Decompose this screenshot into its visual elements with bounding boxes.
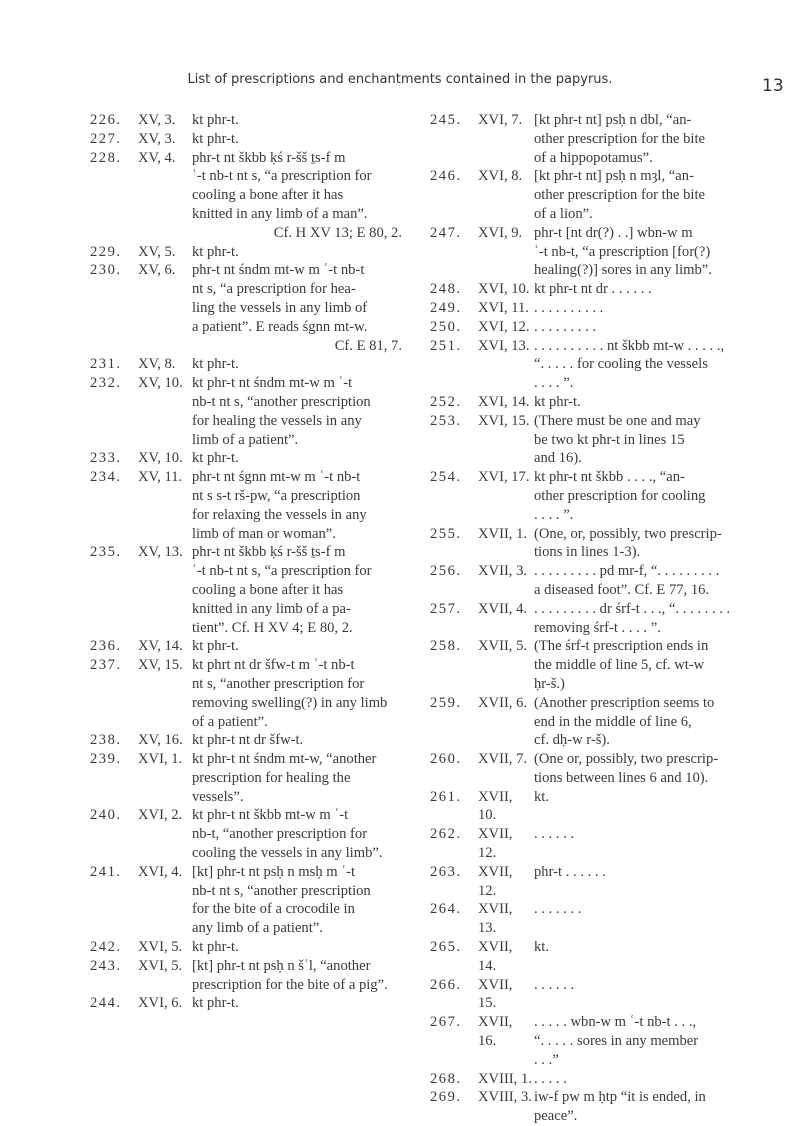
entry-line: . . . . . . [534,976,575,993]
column-line-reference: XVI, 9. [478,224,523,241]
column-line-reference: XV, 10. [138,375,183,392]
entry-line: kt phr-t nt škbb . . . ., “an- [534,469,685,486]
entry-number: 269. [430,1089,462,1106]
column-line-reference: XVI, 8. [478,168,523,185]
entry-line: kt phr-t. [192,939,239,956]
column-line-reference: XV, 14. [138,638,183,655]
prescription-entry [430,788,775,826]
entry-text [534,468,775,524]
entry-number: 235. [90,544,122,561]
entry-text [534,750,775,788]
entry-line: [kt] phr-t nt psḥ n msḥ m ʿ-t [192,863,356,880]
column-line-reference: XVII, 6. [478,694,528,711]
entry-line: . . . . . . . . . pd mr-f, “. . . . . . . . . [534,563,720,580]
prescription-entry [90,543,402,637]
entry-line: (The śrf-t prescription ends in [534,638,709,655]
entry-text [192,957,402,995]
prescription-entry [430,938,775,976]
entry-line: nb-t nt s, “another prescription [192,393,371,410]
entry-number: 248. [430,281,462,298]
entry-number: 255. [430,525,462,542]
prescription-entry [90,149,402,243]
entry-line: (One or, possibly, two prescrip- [534,751,719,768]
entry-line: other prescription for cooling [534,487,706,504]
entry-line: . . .” [534,1051,559,1068]
entry-line: phr-t [nt dr(?) . .] wbn-w m [534,224,693,241]
column-line-reference: XV, 8. [138,356,176,373]
entry-line: [kt phr-t nt] psḥ n dbl, “an- [534,112,692,128]
entry-text [534,976,775,1014]
column-line-reference: XVII, 7. [478,751,528,768]
entry-text [192,637,402,656]
entry-line: a patient”. E reads śgnn mt-w. [192,318,368,335]
entry-number: 246. [430,168,462,185]
entry-number: 247. [430,224,462,241]
entry-text [534,280,775,299]
column-line-reference: XV, 5. [138,243,176,260]
entry-number: 256. [430,563,462,580]
entry-text [192,806,402,862]
prescription-entry [90,750,402,806]
entry-line: cooling the vessels in any limb”. [192,845,383,862]
prescription-entry [90,731,402,750]
column-line-reference: XVI, 14. [478,393,530,410]
entry-line: vessels”. [192,788,244,805]
column-line-reference: XVII, 5. [478,638,528,655]
entry-text [192,374,402,449]
prescription-entry [430,1088,775,1126]
column-line-reference: XVI, 11. [478,299,529,316]
prescription-entry [430,637,775,693]
entry-line: kt phrt nt dr šfw-t m ʿ-t nb-t [192,657,355,674]
column-line-reference: XVI, 5. [138,939,183,956]
column-line-reference: XVI, 7. [478,112,523,128]
entry-line: limb of a patient”. [192,431,299,448]
prescription-entry [430,562,775,600]
column-line-reference: XVI, 2. [138,807,183,824]
entry-line: of a lion”. [534,205,593,222]
entry-line: healing(?)] sores in any limb”. [534,262,712,279]
entry-line: . . . . . . . . . . [534,299,604,316]
entry-text [534,412,775,468]
entry-line: ling the vessels in any limb of [192,299,368,316]
entry-line: any limb of a patient”. [192,920,323,937]
prescription-entry [430,900,775,938]
entry-line: tions between lines 6 and 10). [534,769,709,786]
prescription-entry [90,374,402,449]
column-line-reference: XVI, 17. [478,469,530,486]
entry-line: for the bite of a crocodile in [192,901,355,918]
column-line-reference: XVII, 15. [478,976,513,1012]
entry-line: kt phr-t. [192,995,239,1012]
entry-line: [kt] phr-t nt psḥ n šʿl, “another [192,957,371,974]
column-line-reference: XVI, 10. [478,281,530,298]
entry-line: other prescription for the bite [534,130,706,147]
entry-text [192,731,402,750]
column-line-reference: XVII, 16. [478,1014,513,1050]
page-number: 13 [762,76,784,96]
prescription-entry [90,656,402,731]
prescription-entry [430,224,775,280]
prescription-entry [430,167,775,223]
entry-text [192,111,402,130]
column-line-reference: XVIII, 3. [478,1089,532,1106]
column-line-reference: XV, 16. [138,732,183,749]
column-line-reference: XVIII, 1. [478,1070,532,1087]
column-line-reference: XV, 6. [138,262,176,279]
entry-line: kt phr-t nt dr . . . . . . [534,281,652,298]
left-column [90,111,402,1013]
entry-text [534,111,775,167]
entry-line: kt phr-t. [192,130,239,147]
entry-number: 232. [90,375,122,392]
entry-number: 236. [90,638,122,655]
prescription-entry [430,600,775,638]
entry-line: . . . . . . . . . dr śrf-t . . ., “. . . . . . . . [534,600,731,617]
entry-line: knitted in any limb of a pa- [192,600,351,617]
entry-text [192,355,402,374]
entry-line: iw-f pw m ḥtp “it is ended, in [534,1089,706,1106]
entry-line: . . . . . [534,1070,567,1087]
entry-line: ʿ-t nb-t, “a prescription [for(?) [534,243,711,260]
column-line-reference: XVII, 14. [478,939,513,974]
entry-text [192,468,402,543]
entry-line: “. . . . . sores in any member [534,1033,699,1050]
entry-number: 230. [90,262,122,279]
entry-text [534,1088,775,1126]
entry-number: 245. [430,112,462,128]
entry-line: phr-t nt škbb ḳś r-šš ṯs-f m [192,544,346,561]
entry-number: 234. [90,469,122,486]
entry-line: cooling a bone after it has [192,187,344,204]
entry-number: 258. [430,638,462,655]
column-line-reference: XVI, 12. [478,318,530,335]
prescription-entry [90,938,402,957]
column-line-reference: XV, 3. [138,112,176,128]
column-line-reference: XVI, 1. [138,751,183,768]
entry-line: ʿ-t nb-t nt s, “a prescription for [192,168,372,185]
entry-number: 231. [90,356,122,373]
entry-line: phr-t . . . . . . [534,863,606,880]
entry-text [534,694,775,750]
prescription-entry [90,243,402,262]
prescription-entry [90,261,402,355]
entry-number: 250. [430,318,462,335]
entry-number: 241. [90,863,122,880]
prescription-entry [90,111,402,130]
entry-number: 265. [430,939,462,956]
entry-number: 238. [90,732,122,749]
prescription-entry [430,337,775,393]
entry-line: end in the middle of line 6, [534,713,692,730]
entry-line: of a patient”. [192,713,268,730]
prescription-entry [430,299,775,318]
column-line-reference: XV, 15. [138,657,183,674]
entry-text [534,863,775,901]
entry-text [534,637,775,693]
entry-line: limb of man or woman”. [192,525,336,542]
entry-number: 261. [430,788,462,805]
entry-line: . . . . . wbn-w m ʿ-t nb-t . . ., [534,1014,697,1031]
prescription-entry [430,318,775,337]
entry-number: 254. [430,469,462,486]
entry-line: (There must be one and may [534,412,701,429]
entry-line: a diseased foot”. Cf. E 77, 16. [534,581,710,598]
running-title: List of prescriptions and enchantments contained in the papyrus. [187,72,613,87]
entry-line: and 16). [534,450,582,467]
entry-text [534,825,775,863]
entry-number: 233. [90,450,122,467]
prescription-entry [430,525,775,563]
entry-line: kt phr-t. [192,243,239,260]
entry-line: . . . . . . [534,826,575,843]
entry-text [192,261,402,355]
entry-line: peace”. [534,1108,578,1125]
entry-line: tient”. Cf. H XV 4; E 80, 2. [192,619,353,636]
entry-line: kt. [534,939,549,956]
column-line-reference: XVII, 12. [478,863,513,899]
entry-line: . . . . . . . . . . nt škbb mt-w . . . . ., [534,337,725,354]
prescription-entry [430,280,775,299]
entry-text [192,750,402,806]
entry-number: 228. [90,149,122,166]
column-line-reference: XV, 10. [138,450,183,467]
prescription-entry [90,355,402,374]
entry-line: kt phr-t. [192,112,239,128]
column-line-reference: XV, 4. [138,149,176,166]
entry-line: kt phr-t. [192,356,239,373]
entry-number: 242. [90,939,122,956]
column-line-reference: XV, 3. [138,130,176,147]
entry-line: phr-t nt śndm mt-w m ʿ-t nb-t [192,262,365,279]
right-column [430,111,775,1126]
entry-number: 237. [90,657,122,674]
entry-line: ʿ-t nb-t nt s, “a prescription for [192,563,372,580]
entry-text [534,900,775,938]
entry-line: knitted in any limb of a man”. [192,205,368,222]
entry-text [192,243,402,262]
column-line-reference: XV, 13. [138,544,183,561]
entry-line: be two kt phr-t in lines 15 [534,431,685,448]
entry-number: 267. [430,1014,462,1031]
entry-text [534,318,775,337]
entry-line: tions in lines 1-3). [534,544,641,561]
entry-number: 244. [90,995,122,1012]
entry-number: 257. [430,600,462,617]
entry-text [192,130,402,149]
entry-line: phr-t nt škbb ḳś r-šš ṯs-f m [192,149,346,166]
prescription-entry [90,994,402,1013]
entry-text [192,149,402,243]
entry-number: 251. [430,337,462,354]
column-line-reference: XVII, 1. [478,525,528,542]
entry-number: 268. [430,1070,462,1087]
entry-line: ḥr-š.) [534,675,565,692]
entry-number: 239. [90,751,122,768]
prescription-entry [430,1013,775,1069]
entry-text [192,994,402,1013]
entry-line: nt s s-t rš-pw, “a prescription [192,487,361,504]
entry-line: kt phr-t. [192,638,239,655]
entry-line: nb-t nt s, “another prescription [192,882,371,899]
prescription-entry [90,130,402,149]
entry-line: . . . . . . . [534,901,582,918]
column-line-reference: XVII, 12. [478,826,513,862]
entry-line: the middle of line 5, cf. wt-w [534,657,705,674]
entry-text [534,167,775,223]
column-line-reference: XV, 11. [138,469,183,486]
entry-line: . . . . ”. [534,506,574,523]
entry-number: 227. [90,130,122,147]
entry-line: . . . . ”. [534,375,574,392]
entry-number: 264. [430,901,462,918]
entry-text [192,449,402,468]
prescription-entry [430,111,775,167]
entry-number: 253. [430,412,462,429]
entry-line: kt phr-t. [534,393,581,410]
entry-line: kt phr-t. [192,450,239,467]
prescription-entry [430,412,775,468]
entry-line: (One, or, possibly, two prescrip- [534,525,722,542]
entry-line: kt. [534,788,549,805]
entry-number: 263. [430,863,462,880]
entry-number: 226. [90,112,122,128]
entry-text [192,543,402,637]
column-line-reference: XVI, 6. [138,995,183,1012]
cross-reference: Cf. E 81, 7. [334,337,402,354]
entry-number: 252. [430,393,462,410]
entry-line: kt phr-t nt śndm mt-w m ʿ-t [192,375,353,392]
entry-text [534,562,775,600]
column-line-reference: XVII, 10. [478,788,513,824]
prescription-entry [430,694,775,750]
entry-text [192,938,402,957]
entry-text [534,1013,775,1069]
entry-line: nb-t, “another prescription for [192,826,368,843]
column-line-reference: XVII, 13. [478,901,513,937]
column-line-reference: XVII, 3. [478,563,528,580]
cross-reference: Cf. H XV 13; E 80, 2. [273,224,402,241]
entry-number: 266. [430,976,462,993]
column-line-reference: XVI, 15. [478,412,530,429]
entry-number: 262. [430,826,462,843]
entry-line: cf. dḥ-w r-š). [534,732,610,749]
entry-text [534,224,775,280]
entry-line: removing swelling(?) in any limb [192,694,388,711]
entry-line: cooling a bone after it has [192,581,344,598]
entry-number: 260. [430,751,462,768]
entry-line: nt s, “a prescription for hea- [192,281,356,298]
entry-text [534,938,775,976]
column-line-reference: XVII, 4. [478,600,528,617]
entry-line: . . . . . . . . . [534,318,597,335]
prescription-entry [90,637,402,656]
entry-line: “. . . . . for cooling the vessels [534,356,708,373]
prescription-entry [430,825,775,863]
entry-text [534,337,775,393]
entry-line: for healing the vessels in any [192,412,362,429]
entry-line: other prescription for the bite [534,187,706,204]
entry-line: [kt phr-t nt] psḥ n mȝl, “an- [534,168,694,185]
entry-number: 240. [90,807,122,824]
entry-number: 229. [90,243,122,260]
entry-number: 249. [430,299,462,316]
prescription-entry [430,863,775,901]
column-line-reference: XVI, 5. [138,957,183,974]
entry-number: 259. [430,694,462,711]
entry-line: prescription for the bite of a pig”. [192,976,388,993]
entry-text [534,788,775,826]
prescription-entry [90,957,402,995]
entry-text [192,863,402,938]
entry-text [534,600,775,638]
prescription-entry [430,1070,775,1089]
prescription-entry [430,750,775,788]
prescription-entry [430,393,775,412]
entry-line: for relaxing the vessels in any [192,506,367,523]
prescription-entry [430,976,775,1014]
entry-text [534,393,775,412]
prescription-entry [90,806,402,862]
entry-line: phr-t nt śgnn mt-w m ʿ-t nb-t [192,469,361,486]
entry-line: (Another prescription seems to [534,694,715,711]
entry-line: removing śrf-t . . . . ”. [534,619,661,636]
entry-text [534,299,775,318]
entry-line: prescription for healing the [192,769,351,786]
column-line-reference: XVI, 13. [478,337,530,354]
prescription-entry [430,468,775,524]
entry-line: kt phr-t nt dr šfw-t. [192,732,304,749]
prescription-entry [90,468,402,543]
prescription-entry [90,449,402,468]
entry-text [534,525,775,563]
entry-line: kt phr-t nt śndm mt-w, “another [192,751,377,768]
entry-line: kt phr-t nt škbb mt-w m ʿ-t [192,807,349,824]
entry-number: 243. [90,957,122,974]
entry-text [192,656,402,731]
entry-line: nt s, “another prescription for [192,675,365,692]
entry-line: of a hippopotamus”. [534,149,653,166]
column-line-reference: XVI, 4. [138,863,183,880]
prescription-entry [90,863,402,938]
entry-text [534,1070,775,1089]
